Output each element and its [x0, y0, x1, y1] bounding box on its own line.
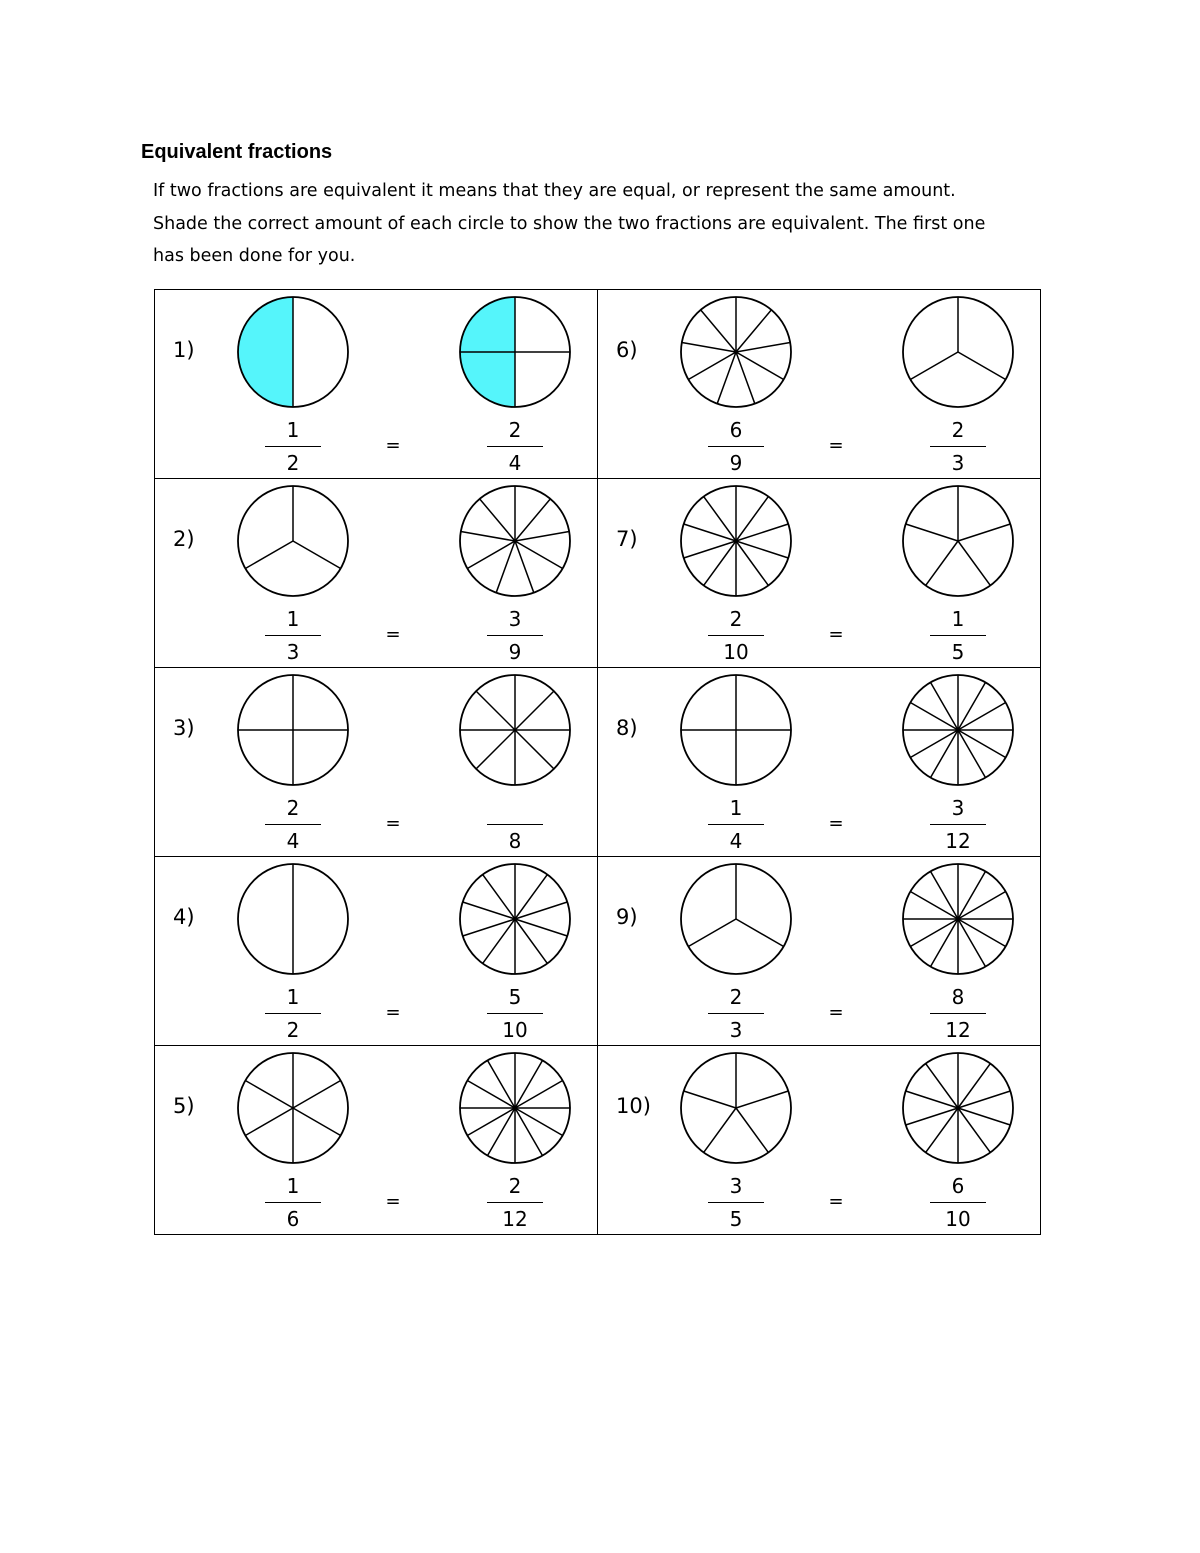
- sector-divider: [293, 541, 341, 569]
- sector-divider: [926, 541, 958, 585]
- problem-cell: [598, 290, 1041, 479]
- sector-divider: [483, 875, 515, 919]
- fraction-denominator: 12: [945, 1018, 971, 1042]
- page-title: Equivalent fractions: [141, 141, 333, 163]
- right-fraction-circle[interactable]: [457, 861, 573, 977]
- sector-divider: [684, 541, 736, 558]
- fraction: [928, 605, 988, 666]
- fraction-bar: [487, 1013, 543, 1014]
- shaded-sector[interactable]: [238, 297, 293, 407]
- sector-divider: [684, 524, 736, 541]
- right-fraction-circle[interactable]: [457, 483, 573, 599]
- fraction: [485, 983, 545, 1044]
- fraction-numerator: 2: [508, 1174, 522, 1198]
- sector-divider: [926, 1108, 958, 1152]
- sector-divider: [704, 541, 736, 585]
- right-fraction-circle[interactable]: [900, 1050, 1016, 1166]
- problem-cell: [598, 668, 1041, 857]
- problem-cell: [598, 479, 1041, 668]
- sector-divider: [293, 1081, 341, 1109]
- sector-divider: [293, 1108, 341, 1136]
- fraction: [263, 983, 323, 1044]
- problem-number: 5): [173, 1094, 195, 1118]
- fraction: [485, 605, 545, 666]
- sector-divider: [906, 1108, 958, 1125]
- fraction-denominator: 4: [286, 829, 300, 853]
- sector-divider: [688, 352, 736, 380]
- sector-divider: [515, 531, 569, 541]
- sector-divider: [958, 1108, 1010, 1125]
- fraction-numerator: 1: [729, 796, 743, 820]
- sector-divider: [467, 541, 515, 569]
- fraction-denominator: 6: [286, 1207, 300, 1231]
- problem-number: 3): [173, 716, 195, 740]
- fraction-bar: [708, 635, 764, 636]
- fraction: [928, 416, 988, 477]
- problem-cell: [155, 1046, 598, 1235]
- sector-divider: [245, 1081, 293, 1109]
- fraction-numerator: 3: [951, 796, 965, 820]
- fraction-denominator: 2: [286, 451, 300, 475]
- sector-divider: [701, 310, 736, 352]
- left-fraction-circle[interactable]: [235, 483, 351, 599]
- sector-divider: [910, 352, 958, 380]
- fraction: [263, 794, 323, 855]
- sector-divider: [958, 524, 1010, 541]
- sector-divider: [736, 352, 755, 404]
- equals-sign: =: [385, 1191, 401, 1212]
- fraction: [263, 1172, 323, 1233]
- sector-divider: [515, 919, 567, 936]
- fraction: [485, 794, 545, 855]
- left-fraction-circle[interactable]: [678, 294, 794, 410]
- sector-divider: [515, 875, 547, 919]
- fraction-denominator: 3: [951, 451, 965, 475]
- problem-cell: [598, 1046, 1041, 1235]
- fraction-denominator: 12: [945, 829, 971, 853]
- fraction-bar: [708, 824, 764, 825]
- problem-number: 8): [616, 716, 638, 740]
- sector-divider: [245, 1108, 293, 1136]
- fraction-denominator: 5: [729, 1207, 743, 1231]
- fraction: [706, 416, 766, 477]
- fraction-bar: [487, 824, 543, 825]
- sector-divider: [245, 541, 293, 569]
- sector-divider: [958, 541, 990, 585]
- problem-cell: [155, 668, 598, 857]
- fraction-denominator: 10: [502, 1018, 528, 1042]
- sector-divider: [461, 531, 515, 541]
- left-fraction-circle[interactable]: [235, 861, 351, 977]
- sector-divider: [515, 902, 567, 919]
- fraction-denominator: 2: [286, 1018, 300, 1042]
- right-fraction-circle[interactable]: [900, 672, 1016, 788]
- equals-sign: =: [828, 435, 844, 456]
- problem-3: [155, 668, 597, 856]
- left-fraction-circle[interactable]: [678, 861, 794, 977]
- right-fraction-circle[interactable]: [900, 861, 1016, 977]
- fraction-bar: [265, 1202, 321, 1203]
- fraction-denominator: 3: [729, 1018, 743, 1042]
- fraction-numerator: 5: [508, 985, 522, 1009]
- fraction-numerator: 1: [286, 418, 300, 442]
- fraction-bar: [930, 824, 986, 825]
- fraction-denominator: 12: [502, 1207, 528, 1231]
- sector-divider: [476, 691, 515, 730]
- problem-cell: [155, 290, 598, 479]
- sector-divider: [463, 902, 515, 919]
- fraction-numerator: [485, 794, 545, 822]
- sector-divider: [736, 497, 768, 541]
- left-fraction-circle[interactable]: [235, 672, 351, 788]
- sector-divider: [483, 919, 515, 963]
- equals-sign: =: [828, 813, 844, 834]
- fraction-bar: [930, 446, 986, 447]
- sector-divider: [463, 919, 515, 936]
- fraction-denominator: 9: [729, 451, 743, 475]
- problem-number: 6): [616, 338, 638, 362]
- fraction-denominator: 4: [729, 829, 743, 853]
- sector-divider: [736, 310, 771, 352]
- fraction-numerator: 2: [286, 796, 300, 820]
- fraction: [706, 794, 766, 855]
- equals-sign: =: [385, 813, 401, 834]
- fraction-numerator: 2: [508, 418, 522, 442]
- fraction-numerator: 6: [951, 1174, 965, 1198]
- equals-sign: =: [828, 1191, 844, 1212]
- right-fraction-circle[interactable]: [900, 294, 1016, 410]
- problems-grid: [154, 289, 1041, 1235]
- problem-number: 10): [616, 1094, 651, 1118]
- sector-divider: [958, 352, 1006, 380]
- fraction-numerator: 2: [951, 418, 965, 442]
- fraction-numerator: 1: [286, 985, 300, 1009]
- fraction: [485, 1172, 545, 1233]
- fraction-bar: [930, 635, 986, 636]
- fraction-bar: [930, 1202, 986, 1203]
- sector-divider: [704, 1108, 736, 1152]
- sector-divider: [704, 497, 736, 541]
- right-fraction-circle[interactable]: [457, 1050, 573, 1166]
- sector-divider: [515, 541, 563, 569]
- sector-divider: [515, 730, 554, 769]
- fraction-bar: [930, 1013, 986, 1014]
- sector-divider: [736, 524, 788, 541]
- fraction: [928, 794, 988, 855]
- left-fraction-circle[interactable]: [235, 294, 351, 410]
- equals-sign: =: [385, 1002, 401, 1023]
- instruction-line: has been done for you.: [153, 246, 356, 266]
- problem-number: 1): [173, 338, 195, 362]
- fraction-denominator: 10: [723, 640, 749, 664]
- problem-9: [598, 857, 1040, 1045]
- fraction-numerator: 1: [951, 607, 965, 631]
- equals-sign: =: [828, 1002, 844, 1023]
- problem-cell: [155, 479, 598, 668]
- problem-2: [155, 479, 597, 667]
- problem-number: 7): [616, 527, 638, 551]
- sector-divider: [736, 541, 788, 558]
- right-fraction-circle[interactable]: [900, 483, 1016, 599]
- fraction-numerator: 1: [286, 1174, 300, 1198]
- sector-divider: [906, 524, 958, 541]
- problem-number: 2): [173, 527, 195, 551]
- sector-divider: [736, 1108, 768, 1152]
- problem-number: 4): [173, 905, 195, 929]
- fraction-bar: [708, 1202, 764, 1203]
- fraction-numerator: 2: [729, 985, 743, 1009]
- problem-1: [155, 290, 597, 478]
- fraction-numerator: 6: [729, 418, 743, 442]
- problem-10: [598, 1046, 1040, 1234]
- instructions: [153, 175, 1053, 273]
- fraction: [263, 605, 323, 666]
- fraction: [706, 605, 766, 666]
- sector-divider: [684, 1091, 736, 1108]
- sector-divider: [736, 352, 784, 380]
- sector-divider: [688, 919, 736, 947]
- problem-number: 9): [616, 905, 638, 929]
- problem-cell: [155, 857, 598, 1046]
- fraction-bar: [487, 635, 543, 636]
- fraction: [706, 1172, 766, 1233]
- sector-divider: [476, 730, 515, 769]
- sector-divider: [736, 541, 768, 585]
- fraction-denominator: 4: [508, 451, 522, 475]
- fraction: [263, 416, 323, 477]
- left-fraction-circle[interactable]: [235, 1050, 351, 1166]
- instruction-line: Shade the correct amount of each circle to show the two fractions are equivalent. The first one: [153, 213, 986, 234]
- sector-divider: [736, 342, 790, 352]
- sector-divider: [480, 499, 515, 541]
- sector-divider: [926, 1064, 958, 1108]
- sector-divider: [515, 691, 554, 730]
- instruction-line: If two fractions are equivalent it means that they are equal, or represent the same amount.: [153, 181, 956, 201]
- fraction-denominator: 8: [508, 829, 522, 853]
- fraction-bar: [487, 1202, 543, 1203]
- fraction-bar: [487, 446, 543, 447]
- fraction-denominator: 5: [951, 640, 965, 664]
- fraction: [928, 983, 988, 1044]
- fraction-bar: [708, 1013, 764, 1014]
- sector-divider: [736, 1091, 788, 1108]
- problem-4: [155, 857, 597, 1045]
- sector-divider: [906, 1091, 958, 1108]
- sector-divider: [717, 352, 736, 404]
- sector-divider: [515, 499, 550, 541]
- fraction: [928, 1172, 988, 1233]
- sector-divider: [682, 342, 736, 352]
- problem-6: [598, 290, 1040, 478]
- fraction-denominator: 3: [286, 640, 300, 664]
- equals-sign: =: [385, 435, 401, 456]
- sector-divider: [958, 1091, 1010, 1108]
- fraction: [485, 416, 545, 477]
- fraction-bar: [265, 1013, 321, 1014]
- fraction-numerator: 3: [729, 1174, 743, 1198]
- sector-divider: [958, 1108, 990, 1152]
- fraction-numerator: 2: [729, 607, 743, 631]
- right-fraction-circle[interactable]: [457, 294, 573, 410]
- fraction-denominator: 10: [945, 1207, 971, 1231]
- equals-sign: =: [828, 624, 844, 645]
- fraction-bar: [265, 446, 321, 447]
- problem-5: [155, 1046, 597, 1234]
- fraction: [706, 983, 766, 1044]
- fraction-numerator: 3: [508, 607, 522, 631]
- sector-divider: [736, 919, 784, 947]
- fraction-bar: [708, 446, 764, 447]
- problem-7: [598, 479, 1040, 667]
- sector-divider: [496, 541, 515, 593]
- sector-divider: [515, 919, 547, 963]
- left-fraction-circle[interactable]: [678, 483, 794, 599]
- sector-divider: [515, 541, 534, 593]
- problem-8: [598, 668, 1040, 856]
- left-fraction-circle[interactable]: [678, 1050, 794, 1166]
- fraction-bar: [265, 824, 321, 825]
- equals-sign: =: [385, 624, 401, 645]
- left-fraction-circle[interactable]: [678, 672, 794, 788]
- fraction-numerator: 1: [286, 607, 300, 631]
- fraction-bar: [265, 635, 321, 636]
- sector-divider: [958, 1064, 990, 1108]
- problem-cell: [598, 857, 1041, 1046]
- fraction-numerator: 8: [951, 985, 965, 1009]
- fraction-denominator: 9: [508, 640, 522, 664]
- right-fraction-circle[interactable]: [457, 672, 573, 788]
